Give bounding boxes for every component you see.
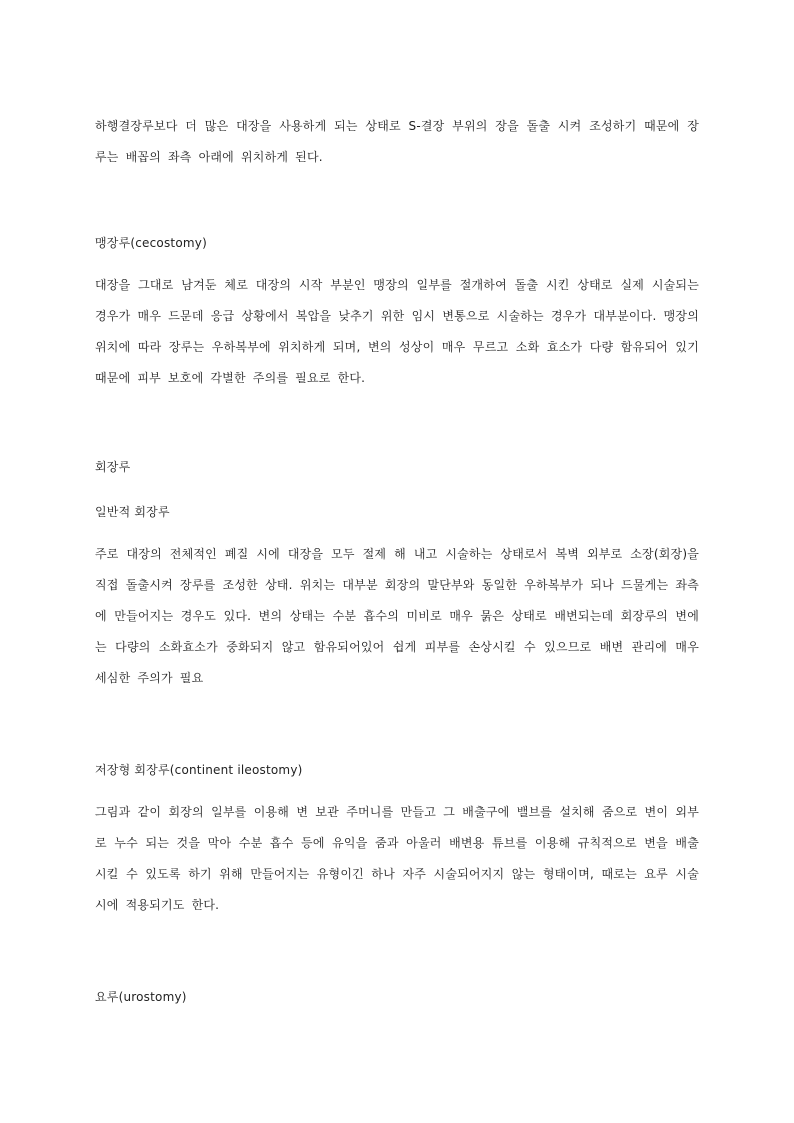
continent-ileostomy-paragraph: 그림과 같이 회장의 일부를 이용해 변 보관 주머니를 만들고 그 배출구에 밸브를 설치해 줌으로 변이 외부로 누수 되는 것을 막아 수분 흡수 등에 유익을 줌과 아울러 배변용 튜브를 이용해 규칙적으로 변을 배출시킬 수 있도록 하기 위해 만들어지는 유형이긴 하나 자주 시술되어지지 않는 형태이며, 때로는 요루 시술 시에 적용되기도 한다. [95,805,699,912]
general-ileostomy-subheading: 일반적 회장루 [95,505,170,519]
continent-ileostomy-heading: 저장형 회장루(continent ileostomy) [95,763,303,777]
cecostomy-heading: 맹장루(cecostomy) [95,236,207,250]
urostomy-heading: 요루(urostomy) [95,990,187,1004]
cecostomy-paragraph: 대장을 그대로 남겨둔 체로 대장의 시작 부분인 맹장의 일부를 절개하여 돌출 시킨 상태로 실제 시술되는 경우가 매우 드문데 응급 상황에서 복압을 낮추기 위한 임시 변통으로 시술하는 경우가 대부분이다. 맹장의 위치에 따라 장루는 우하복부에 위치하게 되며, 변의 성상이 매우 무르고 소화 효소가 다량 함유되어 있기 때문에 피부 보호에 각별한 주의를 필요로 한다. [95,278,699,385]
ileostomy-paragraph: 주로 대장의 전체적인 폐질 시에 대장을 모두 절제 해 내고 시술하는 상태로서 복벽 외부로 소장(회장)을 직접 돌출시켜 장루를 조성한 상태. 위치는 대부분 회장의 말단부와 동일한 우하복부가 되나 드물게는 좌측에 만들어지는 경우도 있다. 변의 상태는 수분 흡수의 미비로 매우 묽은 상태로 배변되는데 회장루의 변에는 다량의 소화효소가 중화되지 않고 함유되어있어 쉽게 피부를 손상시킬 수 있으므로 배변 관리에 매우 세심한 주의가 필요 [95,547,699,685]
ileostomy-heading: 회장루 [95,460,131,474]
intro-paragraph: 하행결장루보다 더 많은 대장을 사용하게 되는 상태로 S-결장 부위의 장을 돌출 시켜 조성하기 때문에 장루는 배꼽의 좌측 아래에 위치하게 된다. [95,119,699,164]
